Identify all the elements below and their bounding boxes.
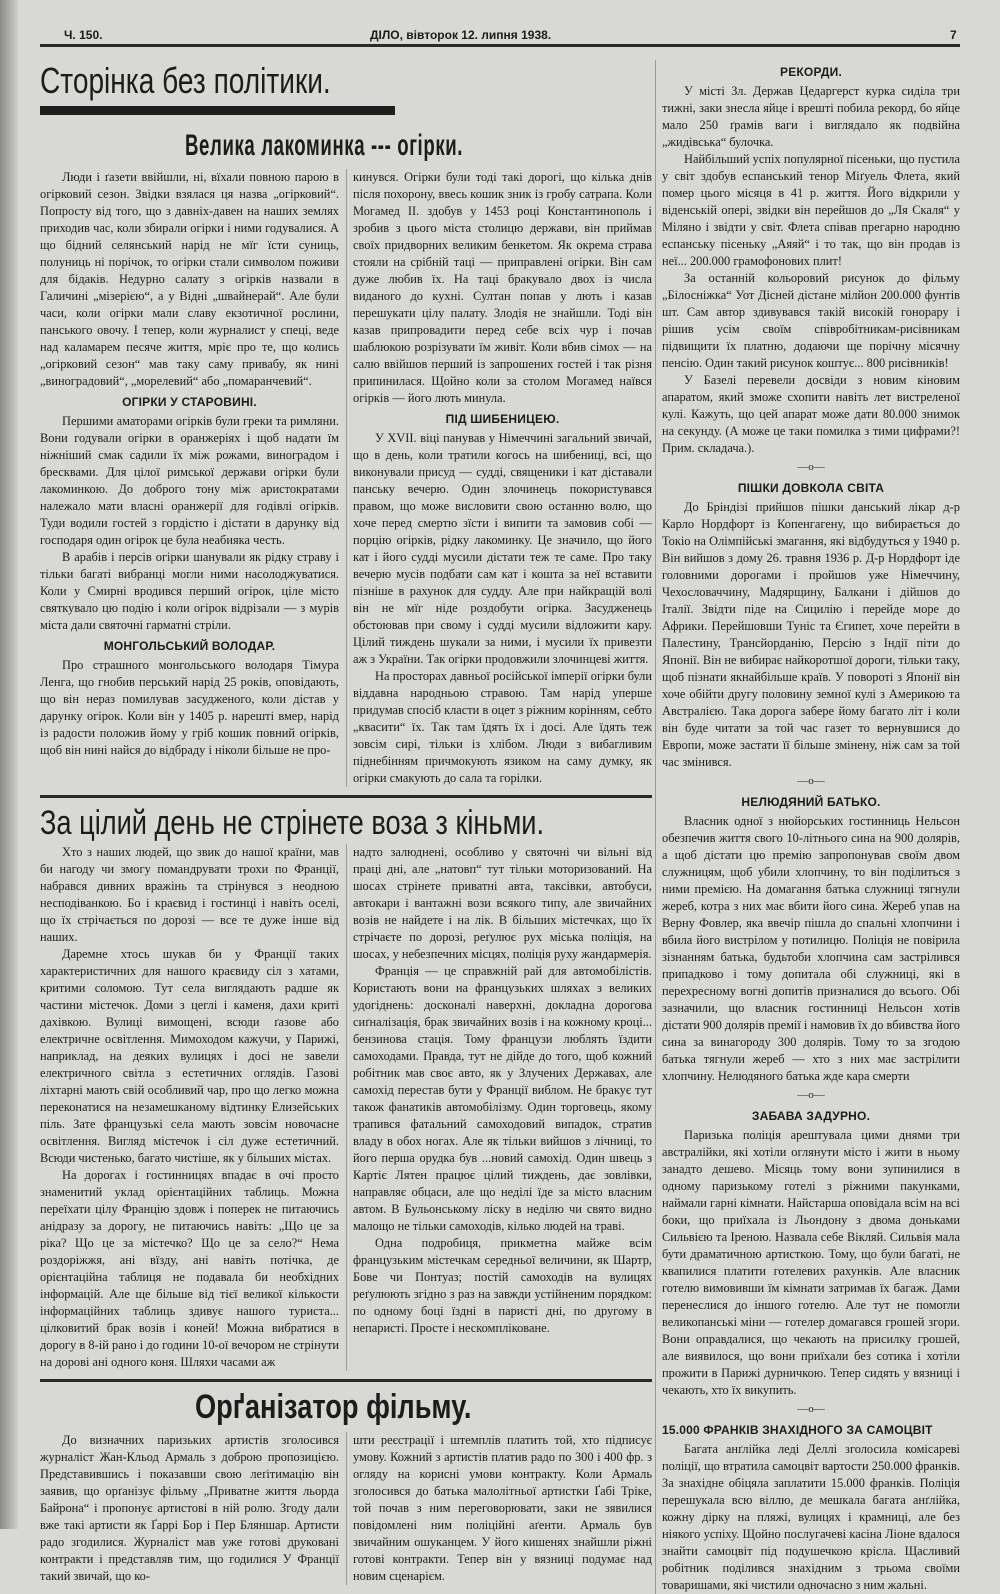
paragraph: шти реєстрації і штемплів платить той, хто підписує умову. Кожний з артистів платив радо по 300 і 400 фр. з огляду на корисні умови контракту. Коли Армаль зголосився до батька малолітньої артистки Ґабі Тріке, той почав з ним переговорювати, заки не зявилися повідомлені ним поліційні аґенти. Армаль був звичайним ошуканцем. У його кишенях знайшли ріжні готові контракти. Тепер він у вязниці подумає над новим сценарієм. <box>353 1433 652 1583</box>
subheading: ПІШКИ ДОВКОЛА СВІТА <box>737 481 885 495</box>
right-column-news <box>655 60 960 1594</box>
page-number: 7 <box>950 28 957 42</box>
subheading: ОГІРКИ У СТАРОВИНІ. <box>122 395 257 409</box>
paragraph: Багата анґлійка леді Деллі зголосила комісареві поліції, що втратила самоцвіт вартости 250.000 франків. За знахідне обіцяла заплатити 15.000 франків. Поліція перешукала всю віллю, де мешкала багата анґлійка, кожну дірку на пляжі, вулицях і крамниці, але без ніякого успіху. Щойно послугачеві касіна Ліоне вдалося знайти самоцвіт під подушечкою крісла. Щасливий робітник поділився знахідним з трьома своїми товаришами, які чистили одночасно з ним жальні. <box>662 1442 960 1592</box>
paragraph: До визначних паризьких артистів зголосився журналіст Жан-Кльод Армаль з доброю пропозицією. Представившись і показавши свою леґітимацію він заявив, що орґанізує фільму „Приватне життя льорда Байрона“ і пропонує артистові в ній ролю. Згоду дали вже такі артисти як Ґаррі Бор і Пер Бляншар. Артисти радо згодилися. Журналіст мав уже готові друковані контракти і представляв тим, що годилися У Франції такий звичай, що ко- <box>40 1433 339 1583</box>
paragraph: Про страшного монгольського володаря Тімура Ленга, що гнобив перський нарід 25 років, оповідають, що він нераз помилував засудженого, коли дістав у дарунку огірок. Коли він у 1405 р. нарешті вмер, нарід із радости положив йому у гріб кошик повний огірків, щоб він нині найся до відбраду і ніколи більше не про- <box>40 658 339 757</box>
subheading: РЕКОРДИ. <box>779 65 843 79</box>
paragraph: Першими аматорами огірків були греки та римляни. Вони годували огірки в оранжеріях і щоб надати їм ніжніший смак садили їх між рожами, виноградом і бресквами. Для цілої римської держави огірки були лакоминкою. До доброго тону між аристократами належало мати власні оранжерії для годівлі огірків. Туди водили гостей з гордістю і дістати в дарунку від господаря один огірок це була неабияка честь. <box>40 414 339 547</box>
subheading: 15.000 ФРАНКІВ ЗНАХІДНОГО ЗА САМОЦВІТ <box>662 1423 933 1437</box>
issue-number: Ч. 150. <box>64 28 103 42</box>
subheading: ПІД ШИБЕНИЦЕЮ. <box>445 412 560 426</box>
section-rule <box>40 1379 652 1382</box>
subheading: ЗАБАВА ЗАДУРНО. <box>751 1109 871 1123</box>
paragraph: Даремне хтось шукав би у Франції таких характеристичних для нашого краєвиду сіл з хатами, критими соломою. Тут села виглядають радше як частини містечок. Доми з цеглі і каменя, дахи криті дахівкою. Вулиці вимощені, всюди ґазове або електричне освітлення. Мимоходом кажучи, у Парижі, наприклад, на деяких вулицях і досі не завели електричного світла з естетичних оглядів. Газові ліхтарні мають свій особливий чар, про що легко можна переконатися на незамешканому відтинку Елизейських піль. Зате французькі села мають зовсім новочасне освітлення. Вигляд містечок і сіл дуже естетичний. Всюди чистенько, багато чистіше, як у більших містах. <box>40 947 339 1165</box>
subheading: НЕЛЮДЯНИЙ БАТЬКО. <box>741 795 881 809</box>
page-title: Сторінка без політики. <box>40 60 331 101</box>
paragraph: Хто з наших людей, що звик до нашої країни, мав би нагоду чи змогу помандрувати трохи по Франції, набрався дивних вражінь та стрінувся з неодною несподіванкою. Бо і краєвид і гостинці і навіть оселі, що їх стрічається по дорозі — все те дуже інше від наших. <box>40 845 339 944</box>
film-article-body <box>40 1432 652 1585</box>
separator: —o— <box>797 461 825 473</box>
film-article-title: Орґанізатор фільму. <box>195 1388 472 1426</box>
france-article-title: За цілий день не стрінете воза з кіньми. <box>40 804 545 842</box>
paragraph: Власник одної з нюйорських гостинниць Нельсон обезпечив життя свого 10-літнього сина на 900 долярів, а щоб дістати цю премію запропонував своїм двом служницям, щоб убили хлопчину, то він поділиться з ними премією. На домагання батька служниці тягнули жереб, котра з них має вбити його сина. Жереб упав на Верну Фовлер, яка ввечір пішла до спальні хлопчини і вбила його вистрілом у потилицю. Поліція не повірила зізнанням батька, будьтоби хлопчина сам застрілився припадково і тому допитала обі служниці, які в перехресному вогні допитів призналися до всього. Обі зазначили, що власник гостинниці Нельсон хотів дістати 900 долярів премії і намовив їх до вбивства його сина за винагороду 300 долярів. Тому то за згодою батька тягнули жереб — хто з них має застрілити хлопчину. Нелюдяного батька жде кара смерти <box>662 814 960 1083</box>
title-bar <box>40 106 395 115</box>
cucumber-article-body <box>40 169 652 787</box>
paragraph: Найбільший успіх популярної пісеньки, що пустила у світ здобув еспанський тенор Міґуель Флета, який помер цього місяця в 41 р. життя. Його відкрили у віденській опері, звідки він перейшов до „Ля Скаля“ у Міляно і звідти у світ. Флета співав прегарно народню еспанську пісеньку „Аяяй“ і то так, що він продав із неї... 200.000 грамофонових плит! <box>662 152 960 268</box>
paragraph: У XVII. віці панував у Німеччині загальний звичай, що в день, коли тратили когось на шибениці, всі, що виконували присуд — судді, священики і кат діставали панську вечерю. Один злочинець покористувався правом, що може висловити свою останню волю, що хоче перед смертю зїсти і випити та замовив собі — порцію огірків, рідку лакоминку. Це значило, що його кат і його судді мусили дістати теж те саме. Про таку вечерю мусів подбати сам кат і кошта за неї вставити пізніше в рахунок для судду. Але при найкращій волі він не мїг ніде роздобути огірка. Засудженець обстоював при свому і судді мусили відложити кару. Цілий тиждень шукали за ними, і мусили їх привезти аж з України. Так огірки продовжили злочинцеві життя. <box>353 431 652 666</box>
masthead-date: ДІЛО, вівторок 12. липня 1938. <box>370 28 552 42</box>
paragraph: Люди і ґазети ввійшли, ні, вїхали повною парою в огірковий сезон. Звідки взялася ця назва „огірковий“. Попросту від того, що з давніх-давен на наших землях приходив час, коли збирали огірки і ними годувалися. А що бідний селянський нарід не мїг їсти суниць, полуниць ні порічок, то огірки стали символом поживи для бідаків. Недурно салату з огірків назвали в Галичині „мізерією“, а у Відні „швайнерай“. Але були часи, коли огірки мали славу екзотичної рослини, панського овочу. І тепер, коли журналист у спеці, веде над каламарем песяче життя, мріє про те, що колись „огірковий сезон“ мав таку саму привабу, як нині „виноградовий“, „морелевий“ або „помаранчевий“. <box>40 170 339 388</box>
paragraph: Франція — це справжній рай для автомобілістів. Користають вони на французьких шляхах з великих удогіднень: досконалі наверхні, докладна дорогова сиґналізація, брак звичайних возів і на кожному кроці... бензинова стація. Тому французи люблять їздити самоходами. Правда, тут не дійде до того, щоб кожний робітник мав своє авто, як у Злучених Державах, але самохід перестав бути у Франції виблом. Не бракує тут також фанатиків автомобілізму. Один торговець, якому трапився фатальний самоходовий випадок, стратив владу в обох ногах. Але як тільки вийшов з лічниці, то його перша орудка був ...новий самохід. Один швець з Картіє Лятен працює цілий тиждень, дає зовлівки, направляє обцаси, але що неділі їде за місто власним автом. В Бульонському ліску в неділю чи свято видно малощо не тільки самоходів, кілько людей на траві. <box>353 964 652 1233</box>
subheading: МОНГОЛЬСЬКИЙ ВОЛОДАР. <box>103 639 276 653</box>
header-rule <box>40 44 960 47</box>
paragraph: На дорогах і гостинницях впадає в очі просто знаменитий уклад орієнтаційних таблиць. Можна переїхати цілу Францію здовж і поперек не питаючись анідразу за дорогу, не питаючись навіть: „Що це за ріка? Що це за містечко? Що це за село?“ Нема роздоріжжя, ані вїзду, ані навіть потічка, де орієнтаційна таблиця не подавала би необхідних інформацій. Але ще більше від тієї великої кількости інформаційних таблиць здивує нашого туриста... цілковитий брак возів і коней! Можна вибратися в дорогу в 8-ій рано і до години 10-ої вечором не стрінути на дорові ані одного коня. Шляхи часами аж <box>40 1168 339 1369</box>
paragraph: На просторах давньої російської імперії огірки були віддавна народньою стравою. Там нарід уперше придумав спосіб класти в оцет з ріжним корінням, себто „квасити“ їх. Так там їдять їх і досі. Але їдять теж зовсім сирі, тільки із хлібом. Люди з вибагливим піднебінням причмокують язиком на саму думку, як огірки смакують до сала та горілки. <box>353 669 652 785</box>
paragraph: кинувся. Огірки були тоді такі дорогі, що кілька днів після похорону, ввесь кошик зник із гробу сатрапа. Коли Могамед II. здобув у 1453 році Константинополь і зробив з цього міста столицю держави, він приймав своїх придворних великим бенкетом. Як окрема страва стояли на срібній таці — приправлені огірки. Він сам дуже любив їх. На таці бракувало двох із числа виданого до кухні. Султан попав у лють і казав перешукати цілу палату. Злодія не знайшли. Тоді він казав припровадити перед себе всіх чур і почав шаблюкою розрізувати їм живіт. Коли вбив сімох — на салю ввійшов перший із запрошених гостей і так різня припинилася. Щойно коли за столом Могамед наївся огірків — його лють минула. <box>353 170 652 405</box>
paragraph: Паризька поліція арештувала цими днями три австралійки, які хотіли оглянути місто і жити в ньому занадто дешево. Місяць тому вони зупинилися в одному паризькому готелі з ріжними пакунками, наймали гарні кімнати. Найстарша оповідала всім на всі боки, що приїхала із Льондону з двома доньками Сильвією та Іреною. Назвала себе Вікляй. Сильвія мала бути драматичною артисткою. Тому, що були багаті, не квапилися платити готелевих рахунків. Але власник готелю вимовивши їм кімнати затримав їх багаж. Дами перенеслися до іншого готелю. Але тут не помогли великопанські міни — готелер домагався грошей згори. Вони оправдалися, що чекають на присилку грошей, але виявилося, що вони приїхали без сотика і хотіли прожити в Парижі дурничкою. Тепер сидять у вязниці і чекають, хто їх викупить. <box>662 1128 960 1397</box>
paragraph: Одна подробиця, прикметна майже всім французьким містечкам середньої величини, як Шартр, Бове чи Понтуаз; постій самоходів на вулицях реґулюють згідно з раз на завжди устійненим порядком: по одному боці їздні в паристі дні, по другому в непаристі. Просте і нескомпліковане. <box>353 1236 652 1335</box>
separator: —o— <box>797 1403 825 1415</box>
paragraph: За останній кольоровий рисунок до фільму „Білосніжка“ Уот Дісней дістане мілйон 200.000 фунтів шт. Сам автор здивувався такій високій гонорару і рішив усім своїм співробітникам-рисівникам підвищити їх платню, додаючи ще порічну місячну пенсію. Один такий рисунок коштує... 800 рисівників! <box>662 271 960 370</box>
separator: —o— <box>797 1089 825 1101</box>
paragraph: У місті Зл. Держав Цедаргерст курка сиділа три тижні, заки знесла яйце і врешті побила рекорд, бо яйце мало 250 ґрамів ваги і виглядало як подвійна „жидівська“ булочка. <box>662 84 960 149</box>
page-edge-shadow <box>0 0 18 1529</box>
france-article-body <box>40 844 652 1371</box>
section-rule <box>40 795 652 798</box>
paragraph: надто залюднені, особливо у святочні чи вільні від праці дні, але „натовп“ тут тільки моторизований. На шосах стрінете приватні авта, таксівки, автобуси, автокари і вантажні вози всякого типу, але звичайних возів не найдете і на лік. В більших містечках, що їх стрічаєте по дорозі, реґулює рух міська поліція, на шосах, у небезпечних місцях, поліція руху жандармерія. <box>353 845 652 961</box>
paragraph: До Бріндізі прийшов пішки данський лікар д-р Карло Нордфорт із Копенгагену, що вибирається до Токіо на Олімпійські змагання, які відбудуться у 1940 р. Він вийшов з дому 26. травня 1936 р. Д-р Нордфорт іде головними дорогами і пройшов уже Німеччину, Чехословаччину, Мадярщину, Балкани і дійшов до Італії. Звідти піде на Сицилію і перейде море до Африки. Перейшовши Туніс та Єгипет, хоче перейти в Палестину, Трансйорданію, Персію з Індії піти до Японії. Він не вибирає найкоротшої дороги, тільки таку, щоб пізнати якнайбільше країв. У повороті з Японії він хоче обійти другу половину земної кулі з Америкою та Австралією. Така дорога забере йому багато літ і коли він буде читати за той час газет то вернувшися до Европи, може застати її більше змінену, ніж сам за той час змінився. <box>662 500 960 769</box>
paragraph: У Базелі перевели досвіди з новим кіновим апаратом, який зможе схопити навіть лет вистреленої кулі. Кажуть, що цей апарат може дати 80.000 знимок на секунду. (А може це таки помилка з тими цифрами?! Прим. складача.). <box>662 373 960 455</box>
paragraph: В арабів і персів огірки шанували як рідку страву і тільки багаті вибранці могли ними насолоджуватися. Коли у Смирні вродився перший огірок, ціле місто святкувало цю подію і коли огірок відрізали — з мурів міста дали святочні гарматні стріли. <box>40 550 339 632</box>
separator: —o— <box>797 775 825 787</box>
left-content-area <box>40 60 652 1585</box>
cucumber-article-title: Велика лакоминка --- огірки. <box>185 129 464 162</box>
